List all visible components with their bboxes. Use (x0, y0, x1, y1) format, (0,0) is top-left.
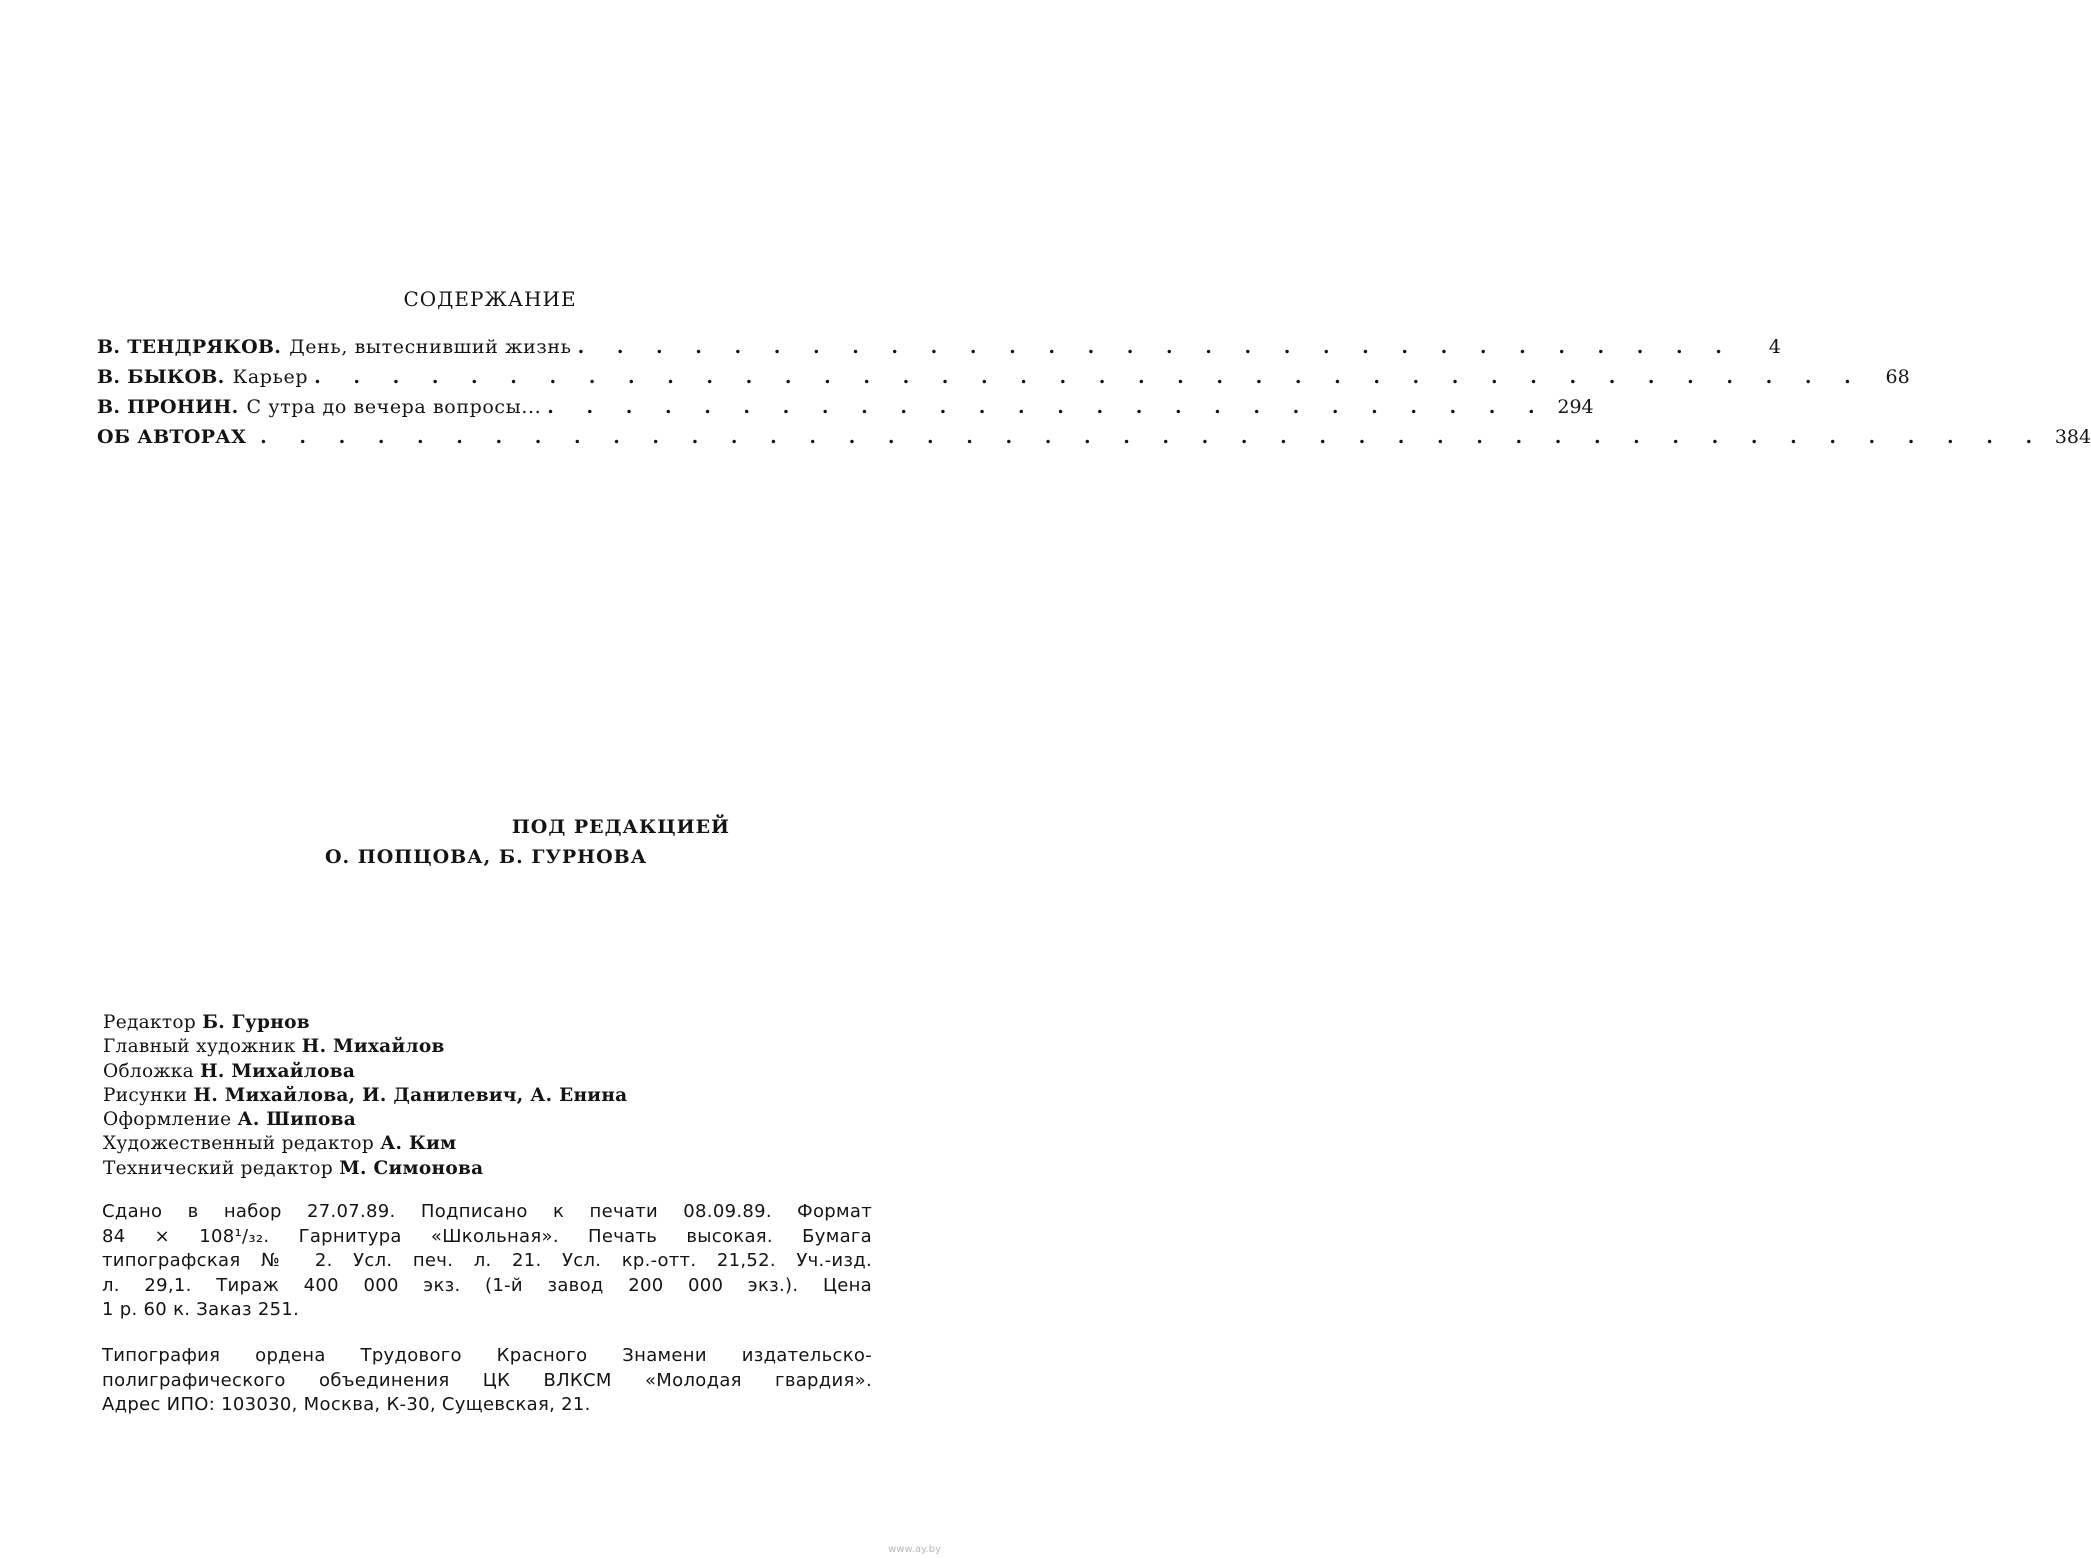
imprint-line: 84 × 108¹/₃₂. Гарнитура «Школьная». Печать высокая. Бумага (102, 1225, 872, 1247)
credit-role: Художественный редактор (103, 1133, 374, 1155)
entry-title: С утра до вечера вопросы... (246, 396, 542, 418)
credit-name: Б. Гурнов (202, 1012, 310, 1033)
leader-dots: . . . . . . . . . . . . . . . . . . . . . . . . . . . . . . (577, 336, 1735, 358)
entry-page: 294 (1557, 396, 1594, 418)
printer-info (102, 1344, 872, 1418)
credit-role: Оформление (103, 1109, 232, 1131)
printer-line: Типография ордена Трудового Красного Знамени издательско- (102, 1345, 872, 1366)
entry-author: В. ТЕНДРЯКОВ. (97, 336, 282, 358)
credit-line (103, 1012, 627, 1036)
credit-line (103, 1158, 627, 1182)
credit-name: Н. Михайлова (200, 1060, 356, 1082)
entry-title: Карьер (232, 366, 309, 388)
credit-line (103, 1061, 627, 1085)
leader-dots: . . . . . . . . . . . . . . . . . . . . . . . . . . . . . . . . . . . . . . . . (314, 366, 1864, 388)
credit-role: Обложка (103, 1060, 194, 1082)
credit-name: М. Симонова (339, 1157, 484, 1179)
leader-dots: . . . . . . . . . . . . . . . . . . . . . . . . . . . . . . . . . . . . . . . . . . . . . . (260, 426, 2046, 448)
entry-author: В. БЫКОВ. (97, 366, 225, 388)
contents-heading: СОДЕРЖАНИЕ (403, 287, 577, 311)
credit-line (103, 1085, 627, 1109)
imprint-line: Сдано в набор 27.07.89. Подписано к печати 08.09.89. Формат (102, 1201, 872, 1222)
leader-dots: . . . . . . . . . . . . . . . . . . . . . . . . . . (547, 396, 1548, 418)
credits-list (103, 1012, 627, 1182)
editorial-heading: ПОД РЕДАКЦИЕЙ (511, 816, 730, 838)
credit-role: Главный художник (103, 1036, 296, 1058)
credit-line (103, 1133, 627, 1157)
credit-role: Рисунки (103, 1084, 188, 1106)
imprint-details (102, 1200, 872, 1323)
contents-entry (97, 366, 1910, 396)
contents-list (97, 336, 2091, 456)
printer-line: Адрес ИПО: 103030, Москва, К-30, Сущевская, 21. (102, 1394, 591, 1415)
credit-line (103, 1109, 627, 1133)
imprint-line: типографская № 2. Усл. печ. л. 21. Усл. кр.-отт. 21,52. Уч.-изд. (102, 1250, 872, 1271)
printer-line: полиграфического объединения ЦК ВЛКСМ «Молодая гвардия». (102, 1369, 872, 1391)
entry-page: 384 (2054, 426, 2091, 448)
contents-entry (97, 426, 2091, 456)
credit-line (103, 1036, 627, 1060)
credit-name: А. Шипова (237, 1109, 357, 1131)
entry-author: В. ПРОНИН. (97, 396, 239, 418)
editorial-names: О. ПОПЦОВА, Б. ГУРНОВА (325, 846, 648, 868)
contents-entry (97, 336, 1781, 366)
credit-role: Редактор (103, 1012, 196, 1033)
entry-page: 4 (1768, 336, 1781, 358)
credit-role: Технический редактор (103, 1157, 334, 1179)
imprint-line: л. 29,1. Тираж 400 000 экз. (1-й завод 200 000 экз.). Цена (102, 1274, 872, 1296)
watermark: www.ay.by (888, 1544, 941, 1555)
credit-name: Н. Михайлов (301, 1036, 445, 1058)
imprint-line: 1 р. 60 к. Заказ 251. (102, 1299, 300, 1320)
contents-entry (97, 396, 1594, 426)
entry-title: День, вытеснивший жизнь (289, 336, 572, 358)
entry-page: 68 (1885, 366, 1910, 388)
entry-author: ОБ АВТОРАХ (97, 426, 247, 448)
credit-name: Н. Михайлова, И. Данилевич, А. Енина (193, 1084, 628, 1106)
credit-name: А. Ким (380, 1133, 457, 1155)
